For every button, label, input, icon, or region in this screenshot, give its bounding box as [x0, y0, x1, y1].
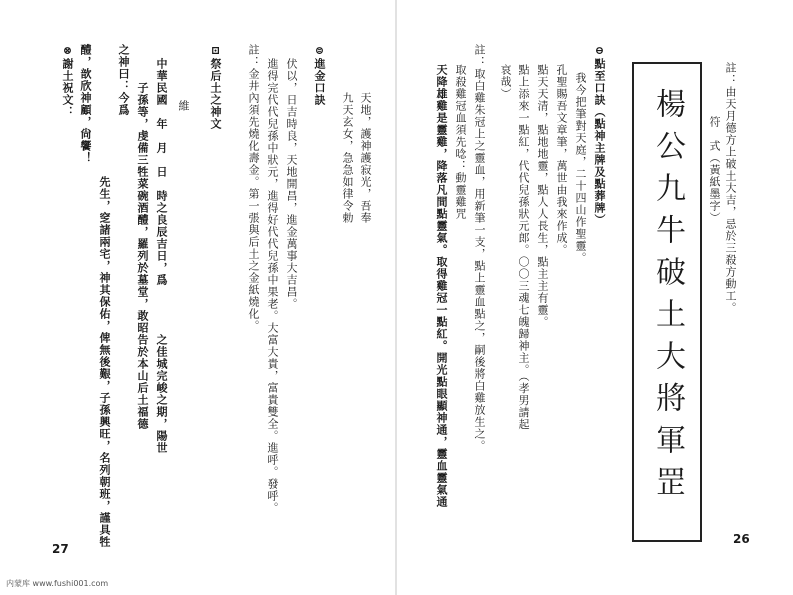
section-4-line: 維 — [177, 100, 190, 112]
section-1-line: 我今把筆對天庭，二十四山作聖靈。 — [574, 72, 587, 264]
section-3-line: 天地，護神護寂光，吾奉 — [359, 92, 372, 224]
page-number-right: 26 — [733, 532, 750, 546]
section-1-line: 哀哉） — [499, 64, 512, 100]
section-1-line: 點天天清，點地地靈，點人人長生，點主主有靈。 — [536, 64, 549, 328]
page-title: 楊公九牛破土大將軍罡 — [650, 88, 685, 508]
section-4-line: 之神曰：今爲 — [117, 44, 130, 116]
section-3-line: 九天玄女，急急如律令勅 — [341, 92, 354, 224]
talisman-format: 符 式（黃紙墨字） — [708, 116, 721, 224]
section-4-line: 中華民國 年 月 日 時之良辰吉日，爲 之佳城完峻之期，陽世 — [155, 58, 168, 454]
page-number-left: 27 — [52, 542, 69, 556]
section-3-body: 註：金井內須先燒化壽金。第一張與后土之金紙燒化。 — [247, 44, 260, 332]
section-2-line: 取殺雞冠血須先唸：動靈雞咒 — [454, 64, 467, 220]
section-5-heading: ⊗謝土祝文： — [61, 44, 74, 118]
section-4-line: 先生，窆諸兩宅，神其保佑，俾無後艱，子孫興旺，名列朝班，謹具牲 — [98, 176, 111, 548]
title-box — [632, 62, 702, 542]
section-3-body: 進得完代代兒孫中狀元，進得好代代兒孫中果老。大富大貴，富貴雙全。進呼。發呼。 — [266, 58, 279, 514]
section-4-line: 子孫等，虔備三牲菜碗酒醴，羅列於墓堂，敢昭告於本山后土福德 — [136, 58, 149, 430]
section-3-heading: ⊜進金口訣 — [313, 44, 326, 106]
watermark: 内蒙库 www.fushi001.com — [6, 579, 109, 588]
section-1-heading: ⊖點至口訣（點神主牌及點葬牌） — [593, 44, 606, 226]
section-4-heading: ⊡祭后土之神文 — [209, 44, 222, 130]
section-3-body: 伏以，日吉時良，天地開昌，進金萬事大吉昌。 — [285, 58, 298, 310]
page-gutter — [395, 0, 397, 595]
section-2-line: 天降雄雞是靈雞，降落凡間點靈氣。取得雞冠一點紅。開光點眼顯神通，靈血靈氣通 — [435, 64, 448, 508]
section-1-line: 孔聖賜吾文章筆，萬世由我來作成。 — [555, 64, 568, 256]
section-4-line: 醴，歆欣神顧，尙饗！ — [79, 44, 92, 164]
note-lucky-direction: 註：由天月德方上破土大吉，忌於三殺方動工。 — [724, 62, 737, 314]
section-2-line: 註：取白雞朱冠上之靈血，用新筆一支，點上靈血點之，嗣後將白雞放生之。 — [473, 44, 486, 452]
section-1-line: 點上添來一點紅，代代兒孫狀元郎。〇〇三魂七魄歸神主。（孝男請起 — [517, 64, 530, 431]
